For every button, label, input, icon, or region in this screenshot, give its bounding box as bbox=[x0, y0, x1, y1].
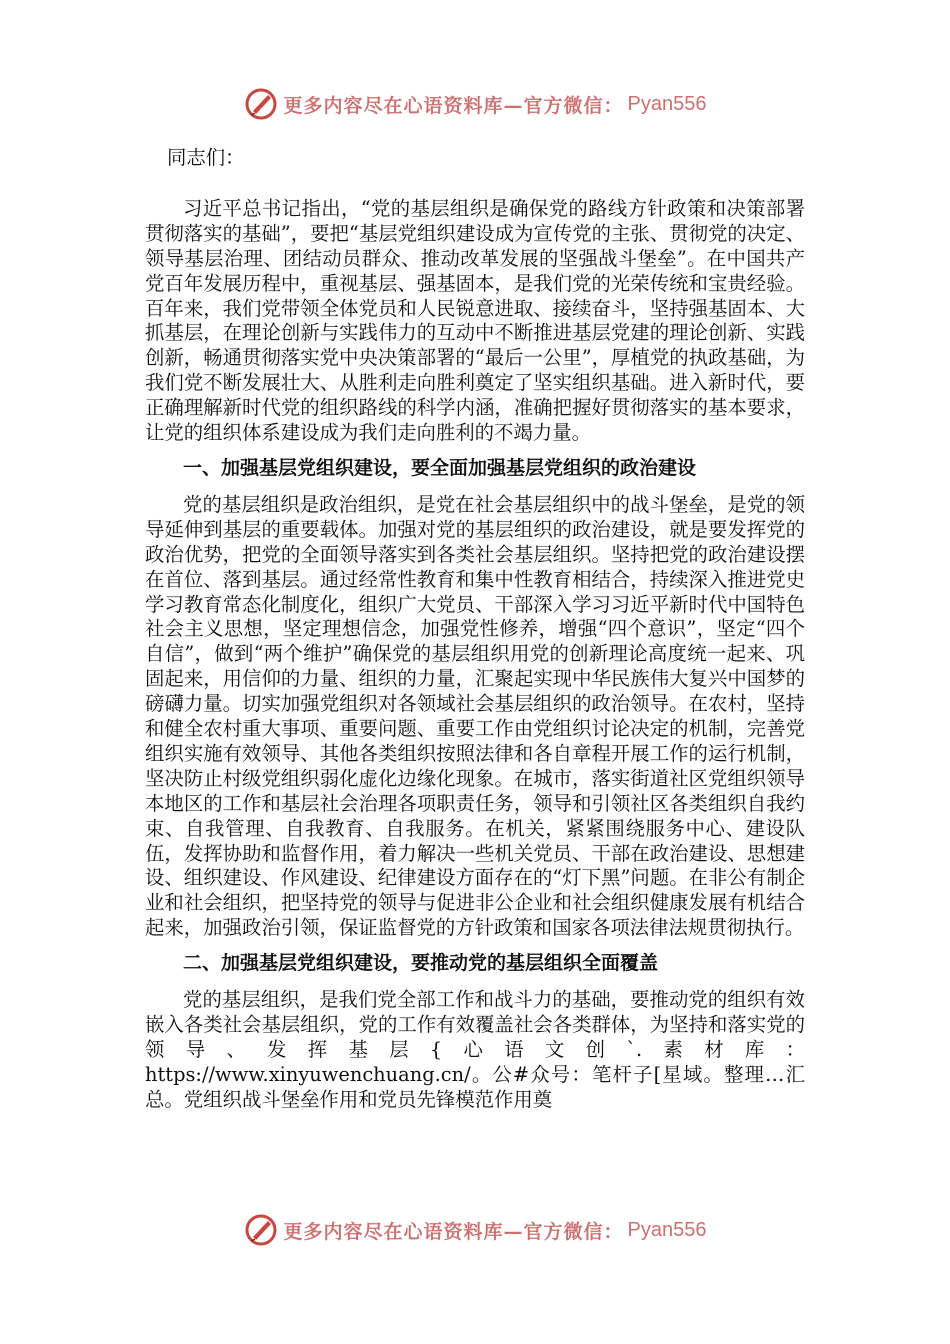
header-banner bbox=[0, 86, 950, 122]
brush-logo-icon bbox=[244, 1213, 278, 1247]
intro-paragraph: 习近平总书记指出，“党的基层组织是确保党的路线方针政策和决策部署贯彻落实的基础”，要把“基层党组织建设成为宣传党的主张、贯彻党的决定、领导基层治理、团结动员群众、推动改革发展的坚强战斗堡垒”。在中国共产党百年发展历程中，重视基层、强基固本，是我们党的光荣传统和宝贵经验。百年来，我们党带领全体党员和人民锐意进取、接续奋斗，坚持强基固本、大抓基层，在理论创新与实践伟力的互动中不断推进基层党建的理论创新、实践创新，畅通贯彻落实党中央决策部署的“最后一公里”，厚植党的执政基础，为我们党不断发展壮大、从胜利走向胜利奠定了坚实组织基础。进入新时代，要正确理解新时代党的组织路线的科学内涵，准确把握好贯彻落实的基本要求，让党的组织体系建设成为我们走向胜利的不竭力量。 bbox=[145, 196, 805, 445]
document-body bbox=[145, 146, 805, 1113]
banner-wechat-id: Pyan556 bbox=[627, 92, 707, 115]
section-heading-2: 二、加强基层党组织建设，要推动党的基层组织全面覆盖 bbox=[183, 952, 659, 975]
greeting: 同志们： bbox=[167, 146, 245, 169]
banner-wechat-id: Pyan556 bbox=[627, 1218, 707, 1241]
section-heading-1: 一、加强基层党组织建设，要全面加强基层党组织的政治建设 bbox=[183, 456, 697, 479]
footer-banner bbox=[0, 1212, 950, 1248]
section-2-paragraph: 党的基层组织，是我们党全部工作和战斗力的基础，要推动党的组织有效嵌入各类社会基层组织，党的工作有效覆盖社会各类群体，为坚持和落实党的领导、发挥基层{心语文创`.素材库：https://www.xinyuwenchuang.cn/。公#众号：笔杆子[星域。整理…汇总。党组织战斗堡垒作用和党员先锋模范作用奠 bbox=[145, 988, 805, 1111]
section-1-paragraph: 党的基层组织是政治组织，是党在社会基层组织中的战斗堡垒，是党的领导延伸到基层的重要载体。加强对党的基层组织的政治建设，就是要发挥党的政治优势，把党的全面领导落实到各类社会基层组织。坚持把党的政治建设摆在首位、落到基层。通过经常性教育和集中性教育相结合，持续深入推进党史学习教育常态化制度化，组织广大党员、干部深入学习习近平新时代中国特色社会主义思想，坚定理想信念，加强党性修养，增强“四个意识”，坚定“四个自信”，做到“两个维护”确保党的基层组织用党的创新理论高度统一起来、巩固起来，用信仰的力量、组织的力量，汇聚起实现中华民族伟大复兴中国梦的磅礴力量。切实加强党组织对各领域社会基层组织的政治领导。在农村，坚持和健全农村重大事项、重要问题、重要工作由党组织讨论决定的机制，完善党组织实施有效领导、其他各类组织按照法律和各自章程开展工作的运行机制，坚决防止村级党组织弱化虚化边缘化现象。在城市，落实街道社区党组织领导本地区的工作和基层社会治理各项职责任务，领导和引领社区各类组织自我约束、自我管理、自我教育、自我服务。在机关，紧紧围绕服务中心、建设队伍，发挥协助和监督作用，着力解决一些机关党员、干部在政治建设、思想建设、组织建设、作风建设、纪律建设方面存在的“灯下黑”问题。在非公有制企业和社会组织，把坚持党的领导与促进非公企业和社会组织健康发展有机结合起来，加强政治引领，保证监督党的方针政策和国家各项法律法规贯彻执行。 bbox=[145, 492, 805, 940]
banner-text: 更多内容尽在心语资料库—官方微信： bbox=[283, 1220, 624, 1243]
banner-text: 更多内容尽在心语资料库—官方微信： bbox=[283, 94, 624, 117]
brush-logo-icon bbox=[244, 87, 278, 121]
